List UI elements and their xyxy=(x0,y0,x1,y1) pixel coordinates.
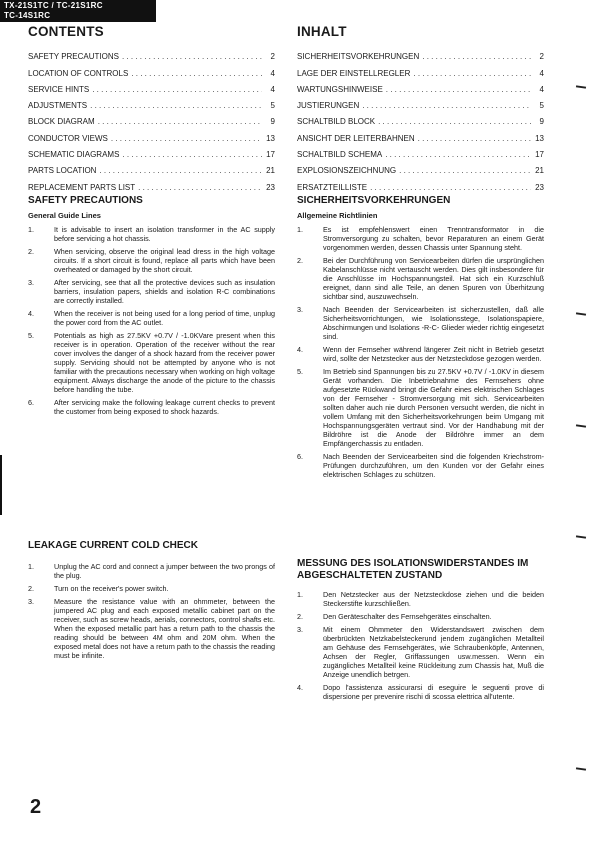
contents-entry-page: 21 xyxy=(266,166,275,176)
sicherheit-item-text: Nach Beenden der Servicearbeiten sind die folgenden Kriechstrom-Prüfungen durchzuführen, um den Kunden vor der Gefahr eines elektrischen Schlages zu schützen. xyxy=(323,452,544,479)
dot-leader xyxy=(386,85,531,95)
safety-item xyxy=(28,331,275,394)
dot-leader xyxy=(111,134,262,144)
dot-leader xyxy=(399,166,531,176)
safety-item-number: 6. xyxy=(28,398,34,407)
safety-list xyxy=(28,225,275,416)
model-header-tab xyxy=(0,0,156,22)
inhalt-entry-page: 4 xyxy=(539,68,544,78)
contents-title: CONTENTS xyxy=(28,24,104,39)
contents-section xyxy=(28,24,275,193)
inhalt-section xyxy=(297,24,544,193)
leakage-item-text: Unplug the AC cord and connect a jumper between the two prongs of the plug. xyxy=(54,562,275,580)
safety-item-text: When servicing, observe the original lead dress in the high voltage circuits. If a short circuit is found, replace all parts which have been overheated or damaged by the short circuit. xyxy=(54,247,275,274)
inhalt-entry-label: SCHALTBILD SCHEMA xyxy=(297,150,383,160)
leakage-item-number: 1. xyxy=(28,562,34,571)
dot-leader xyxy=(122,150,262,160)
sicherheit-list xyxy=(297,225,544,479)
contents-entry[interactable] xyxy=(28,176,275,192)
safety-item xyxy=(28,247,275,274)
messung-item-number: 4. xyxy=(297,683,303,692)
leakage-title: LEAKAGE CURRENT COLD CHECK xyxy=(28,540,198,551)
inhalt-entry-page: 23 xyxy=(535,182,544,192)
dot-leader xyxy=(378,117,531,127)
sicherheit-item xyxy=(297,256,544,301)
contents-entry[interactable] xyxy=(28,95,275,111)
model-line-2: TC-14S1RC xyxy=(4,11,51,20)
leakage-item-number: 3. xyxy=(28,597,34,606)
contents-entry-label: ADJUSTMENTS xyxy=(28,101,88,111)
safety-item-number: 3. xyxy=(28,278,34,287)
contents-entry[interactable] xyxy=(28,62,275,78)
messung-item xyxy=(297,683,544,701)
sicherheit-subtitle: Allgemeine Richtlinien xyxy=(297,211,378,220)
safety-item xyxy=(28,398,275,416)
margin-tick xyxy=(576,85,586,88)
inhalt-entry-page: 13 xyxy=(535,133,544,143)
messung-item-text: Dopo l'assistenza assicurarsi di eseguire le seguenti prove di dispersione per prevenire rischi di scossa elettrica all'utente. xyxy=(323,683,544,701)
contents-entry-label: SERVICE HINTS xyxy=(28,84,90,94)
contents-entry-page: 5 xyxy=(270,101,275,111)
messung-list xyxy=(297,590,544,701)
inhalt-entry[interactable] xyxy=(297,95,544,111)
sicherheit-item-text: Bei der Durchführung von Servicearbeiten dürfen die ursprünglichen Kabelanschlüsse nicht vertauscht werden. Dies gilt insbesondere für die Anschlüsse im Hochspannungsteil. Hat sich ein Kurzschluß ereignet, dann sind alle Teile, an denen Spuren von Überhitzung sichtbar sind, auszuwechseln. xyxy=(323,256,544,301)
sicherheit-item xyxy=(297,345,544,363)
contents-entry-label: CONDUCTOR VIEWS xyxy=(28,133,108,143)
safety-item-text: After servicing make the following leakage current checks to prevent the customer from being exposed to shock hazards. xyxy=(54,398,275,416)
margin-tick xyxy=(576,767,586,770)
safety-title: SAFETY PRECAUTIONS xyxy=(28,195,143,206)
inhalt-entry-label: SCHALTBILD BLOCK xyxy=(297,117,376,127)
leakage-item xyxy=(28,562,275,580)
sicherheit-item-number: 1. xyxy=(297,225,303,234)
contents-entry[interactable] xyxy=(28,144,275,160)
dot-leader xyxy=(90,101,262,111)
contents-entry-label: BLOCK DIAGRAM xyxy=(28,117,95,127)
leakage-section xyxy=(28,540,275,664)
inhalt-entry[interactable] xyxy=(297,144,544,160)
messung-item-number: 2. xyxy=(297,612,303,621)
contents-entry[interactable] xyxy=(28,160,275,176)
contents-entry-page: 13 xyxy=(266,133,275,143)
contents-entry-label: LOCATION OF CONTROLS xyxy=(28,68,129,78)
inhalt-entry-label: ERSATZTEILLISTE xyxy=(297,182,368,192)
sicherheit-item-number: 5. xyxy=(297,367,303,376)
dot-leader xyxy=(122,52,262,62)
dot-leader xyxy=(131,69,262,79)
inhalt-entry-label: ANSICHT DER LEITERBAHNEN xyxy=(297,133,415,143)
page-number: 2 xyxy=(30,796,42,818)
sicherheit-section xyxy=(297,195,544,483)
messung-item-number: 1. xyxy=(297,590,303,599)
contents-entry[interactable] xyxy=(28,111,275,127)
contents-entry-label: PARTS LOCATION xyxy=(28,166,97,176)
sicherheit-item xyxy=(297,367,544,448)
messung-item-number: 3. xyxy=(297,625,303,634)
margin-tick xyxy=(576,424,586,427)
binding-mark xyxy=(0,455,2,515)
inhalt-entry[interactable] xyxy=(297,160,544,176)
sicherheit-item-text: Wenn der Fernseher während längerer Zeit nicht in Betrieb gesetzt wird, sollte der Netzstecker aus der Netzsteckdose gezogen werden. xyxy=(323,345,544,363)
sicherheit-item-text: Es ist empfehlenswert einen Trenntransformator in die Stromversorgung zu schalten, bevor Reparaturen an einem Gerät vorgenommen werden, dessen Chassis unter Spannung steht. xyxy=(323,225,544,252)
sicherheit-item-text: Nach Beenden der Servicearbeiten ist sicherzustellen, daß alle Sicherheitsvorrichtungen, wie Isolationsstege, Isolationspapiere, Abschirmungen und Isolations -R-C- Glieder wieder richtig eingesetzt sind. xyxy=(323,305,544,341)
safety-item-number: 5. xyxy=(28,331,34,340)
sicherheit-item-number: 6. xyxy=(297,452,303,461)
dot-leader xyxy=(98,117,262,127)
safety-item-number: 1. xyxy=(28,225,34,234)
inhalt-entry-page: 21 xyxy=(535,166,544,176)
dot-leader xyxy=(418,134,531,144)
contents-entry[interactable] xyxy=(28,46,275,62)
safety-item xyxy=(28,309,275,327)
contents-list xyxy=(28,46,275,193)
safety-subtitle: General Guide Lines xyxy=(28,211,101,220)
messung-item xyxy=(297,612,544,621)
messung-item-text: Mit einem Ohmmeter den Widerstandswert zwischen dem überbrückten Netzkabelsteckerund jendem zugänglichen Metallteil am Gehäuse des Fernsehgerätes, wie Schraubenköpfe, Antennen, Achsen der Regler, Griffassungen usw.messen. Wenn ein zugängliches Metallteil keine Rückleitung zum Chassis hat, Muß die Anzeige unendlich betrgen. xyxy=(323,625,544,679)
inhalt-entry-label: SICHERHEITSVORKEHRUNGEN xyxy=(297,52,420,62)
contents-entry-page: 17 xyxy=(266,150,275,160)
contents-entry-page: 2 xyxy=(270,52,275,62)
contents-entry[interactable] xyxy=(28,127,275,143)
messung-item xyxy=(297,625,544,679)
inhalt-entry-label: LAGE DER EINSTELLREGLER xyxy=(297,68,411,78)
inhalt-entry-page: 17 xyxy=(535,150,544,160)
margin-tick xyxy=(576,312,586,315)
messung-item-text: Den Netzstecker aus der Netzsteckdose ziehen und die beiden Steckerstifte kurzschließen. xyxy=(323,590,544,608)
inhalt-entry[interactable] xyxy=(297,62,544,78)
inhalt-entry[interactable] xyxy=(297,79,544,95)
safety-item-text: It is advisable to insert an isolation transformer in the AC supply before servicing a hot chassis. xyxy=(54,225,275,243)
safety-item-text: After servicing, see that all the protective devices such as insulation barriers, insulation papers, shields and isolation R-C combinations are correctly installed. xyxy=(54,278,275,305)
inhalt-entry-label: EXPLOSIONSZEICHNUNG xyxy=(297,166,397,176)
sicherheit-item-number: 3. xyxy=(297,305,303,314)
messung-title: MESSUNG DES ISOLATIONSWIDERSTANDES IM ABGESCHALTETEN ZUSTAND xyxy=(297,558,529,581)
sicherheit-title: SICHERHEITSVORKEHRUNGEN xyxy=(297,195,451,206)
leakage-item xyxy=(28,584,275,593)
dot-leader xyxy=(413,69,531,79)
dot-leader xyxy=(370,183,531,193)
sicherheit-item-number: 4. xyxy=(297,345,303,354)
margin-tick xyxy=(576,535,586,538)
dot-leader xyxy=(385,150,531,160)
safety-item-text: Potentials as high as 27.5KV +0.7V / -1.0KVare present when this receiver is in operation. Operation of the receiver without the rear cover involves the danger of a shock hazard from the receiver power supply. Servicing should not be attempted by anyone who is not familiar with the precautions necessary when working on high voltage equipment. Always discharge the anode of the picture to the chassis before handling the tube. xyxy=(54,331,275,394)
sicherheit-item-number: 2. xyxy=(297,256,303,265)
sicherheit-item xyxy=(297,305,544,341)
safety-item xyxy=(28,225,275,243)
contents-entry-page: 4 xyxy=(270,84,275,94)
dot-leader xyxy=(138,183,262,193)
contents-entry[interactable] xyxy=(28,79,275,95)
inhalt-entry-label: WARTUNGSHINWEISE xyxy=(297,84,383,94)
dot-leader xyxy=(99,166,262,176)
leakage-item-text: Measure the resistance value with an ohmmeter, between the jumpered AC plug and each exposed metallic cabinet part on the receiver, such as screw heads, aerials, connectors, control shafts etc. When the exposed metallic part has a return path to the chassis the reading should be between 4M ohm and 20M ohm. When the exposed metal does not have a return path to the chassis the reading must be infinite. xyxy=(54,597,275,660)
inhalt-list xyxy=(297,46,544,193)
inhalt-entry[interactable] xyxy=(297,111,544,127)
inhalt-entry[interactable] xyxy=(297,46,544,62)
leakage-item-number: 2. xyxy=(28,584,34,593)
sicherheit-item xyxy=(297,225,544,252)
safety-item-number: 2. xyxy=(28,247,34,256)
inhalt-entry-page: 2 xyxy=(539,52,544,62)
inhalt-title: INHALT xyxy=(297,24,347,39)
messung-section xyxy=(297,558,544,705)
leakage-list xyxy=(28,562,275,660)
inhalt-entry-page: 5 xyxy=(539,101,544,111)
inhalt-entry-label: JUSTIERUNGEN xyxy=(297,101,360,111)
inhalt-entry[interactable] xyxy=(297,127,544,143)
contents-entry-label: SCHEMATIC DIAGRAMS xyxy=(28,150,120,160)
contents-entry-page: 23 xyxy=(266,182,275,192)
dot-leader xyxy=(362,101,531,111)
sicherheit-item-text: Im Betrieb sind Spannungen bis zu 27.5KV +0.7V / -1.0KV in diesem Gerät vorhanden. Die Inbetriebnahme des Fernsehers ohne aufgesetzte Rückwand bringt die Gefahr eines elektrischen Schlages von der Fernseher - Stromversorgung mit sich. Servicearbeiten sollten daher auch nie durch Personen versucht werden, die nicht in vollem Umfang mit den Sicherheitsvorkehrungen beim Umgang mit Hochspannungsgeräten vertraut sind. Vor der Handhabung mit der Bildröhre ist die Anode der Bildröhre immer an dem Empfängerchassis zu entladen. xyxy=(323,367,544,448)
model-line-1: TX-21S1TC / TC-21S1RC xyxy=(4,1,103,10)
safety-item-text: When the receiver is not being used for a long period of time, unplug the power cord from the AC outlet. xyxy=(54,309,275,327)
safety-precautions-section xyxy=(28,195,275,420)
inhalt-entry-page: 9 xyxy=(539,117,544,127)
leakage-item xyxy=(28,597,275,660)
contents-entry-label: REPLACEMENT PARTS LIST xyxy=(28,182,136,192)
sicherheit-item xyxy=(297,452,544,479)
contents-entry-label: SAFETY PRECAUTIONS xyxy=(28,52,119,62)
contents-entry-page: 9 xyxy=(270,117,275,127)
safety-item xyxy=(28,278,275,305)
inhalt-entry-page: 4 xyxy=(539,84,544,94)
contents-entry-page: 4 xyxy=(270,68,275,78)
dot-leader xyxy=(92,85,262,95)
inhalt-entry[interactable] xyxy=(297,176,544,192)
messung-item xyxy=(297,590,544,608)
messung-item-text: Den Geräteschalter des Fernsehgerätes einschalten. xyxy=(323,612,492,621)
safety-item-number: 4. xyxy=(28,309,34,318)
dot-leader xyxy=(422,52,531,62)
leakage-item-text: Turn on the receiver's power switch. xyxy=(54,584,169,593)
